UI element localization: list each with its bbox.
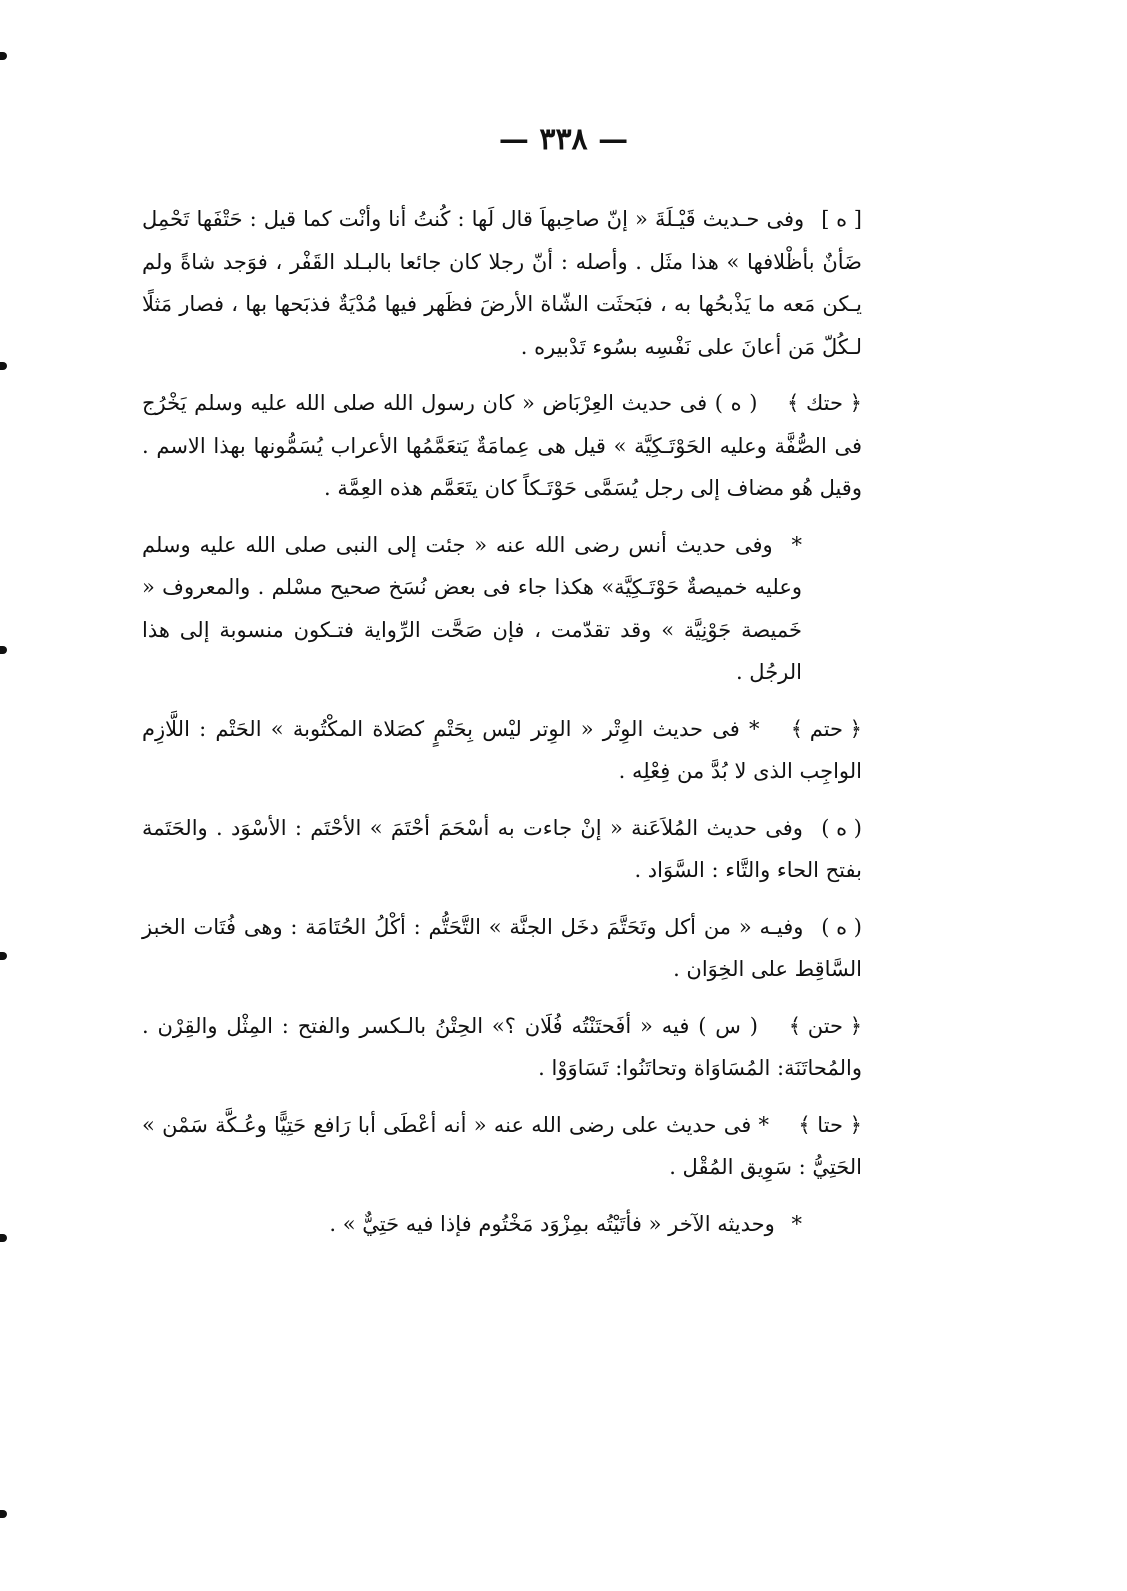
margin-dot xyxy=(0,1510,7,1518)
entry-hata xyxy=(142,1104,862,1189)
paragraph-text: وفيـه « من أكل وتَحَتَّمَ دخَل الجنَّة » التَّحَتُّم : أكْلُ الحُتَامَة : وهى فُتَات الخبز السَّاقِط على الخِوَان . xyxy=(142,914,862,981)
paragraph-haa-fa xyxy=(142,198,862,368)
margin-dot xyxy=(0,362,7,370)
section-marker: ( ه ) xyxy=(821,815,862,840)
paragraph-text: ( س ) فيه « أفَحتَنْتُه فُلَان ؟» الحِتْنُ بالـكسر والفتح : المِثْل والقِرْن . والمُحاتَنَة: المُسَاوَاة وتحاتَنُوا: تَسَاوَوْا . xyxy=(142,1013,862,1080)
asterisk-marker: * xyxy=(791,532,802,557)
paragraph-text: وفى حديث المُلاَعَنة « إنْ جاءت به أسْحَمَ أحْتَمَ » الأحْتَم : الأسْوَد . والحَتَمة بفتح الحاء والتَّاء : السَّوَاد . xyxy=(142,815,862,882)
margin-dot xyxy=(0,1234,7,1242)
section-marker: ( ه ) xyxy=(821,914,862,939)
margin-dot xyxy=(0,952,7,960)
paragraph-text: وفى حديث أنس رضى الله عنه « جئت إلى النبى صلى الله عليه وسلم وعليه خميصةٌ حَوْتَـكِيَّة» هكذا جاء فى بعض نُسَخ صحيح مسْلم . والمعروف « خَميصة جَوْنِيَّة » وقد تقدّمت ، فإن صَحَّت الرِّواية فتـكون منسوبة إلى هذا الرجُل . xyxy=(142,532,802,684)
section-marker: [ ه ] xyxy=(821,207,862,231)
paragraph-mizwad xyxy=(142,1203,862,1246)
paragraph-mulaana xyxy=(142,807,862,892)
page-body xyxy=(142,198,862,1259)
page-number: — ٣٣٨ — xyxy=(498,122,629,157)
paragraph-text: ( ه ) فى حديث العِرْبَاض « كان رسول الله صلى الله عليه وسلم يَخْرُج فى الصُّفَّة وعليه الحَوْتَـكِيَّة » قيل هى عِمامَةٌ يَتعَمَّمُها الأعراب يُسَمُّونها بهذا الاسم . وقيل هُو مضاف إلى رجل يُسَمَّى حَوْتَـكاً كان يتَعَمَّم هذه العِمَّة . xyxy=(142,391,862,500)
margin-dot xyxy=(0,646,7,654)
entry-hatak xyxy=(142,382,862,510)
entry-headword: ﴿ حتا ﴾ xyxy=(798,1112,862,1137)
paragraph-text: * فى حديث الوِتْر « الوِتر ليْس بِحَتْمٍ كصَلاة المكْتُوبة » الحَتْم : اللَّازِم الواجِب الذى لا بُدَّ من فِعْلِه . xyxy=(142,716,862,783)
entry-headword: ﴿ حتن ﴾ xyxy=(788,1013,862,1038)
paragraph-tahattum xyxy=(142,906,862,991)
margin-dot xyxy=(0,52,7,60)
entry-hatam xyxy=(142,708,862,793)
entry-hatan xyxy=(142,1005,862,1090)
paragraph-anas xyxy=(142,524,862,694)
paragraph-text: * فى حديث على رضى الله عنه « أنه أعْطَى أبا رَافع حَتِيًّا وعُـكَّة سَمْن » الحَتِيُّ : سَوِيق المُقْل . xyxy=(142,1112,862,1179)
paragraph-text: وحديثه الآخر « فأتَيْتُه بمِزْوَد مَخْتُوم فإذا فيه حَتِيٌّ » . xyxy=(329,1211,775,1236)
entry-headword: ﴿ حتم ﴾ xyxy=(790,716,862,741)
asterisk-marker: * xyxy=(791,1211,802,1236)
entry-headword: ﴿ حتك ﴾ xyxy=(787,391,862,415)
paragraph-text: وفى حـديث قَيْـلَةَ « إنّ صاحِبهاَ قال لَها : كُنتُ أنا وأنْت كما قيل : حَتْفَها تَحْمِل ضَأنٌ بأظْلافها » هذا مثَل . وأصله : أنّ رجلا كان جائعا بالبـلد القَفْر ، فوَجد شاةً ولم يـكن مَعه ما يَذْبحُها به ، فبَحثَت الشّاة الأرضَ فظَهر فيها مُدْيَةٌ فذبَحها بها ، فصار مَثلًا لـكُلّ مَن أعانَ على نَفْسِه بسُوء تَدْبيره . xyxy=(142,207,862,359)
